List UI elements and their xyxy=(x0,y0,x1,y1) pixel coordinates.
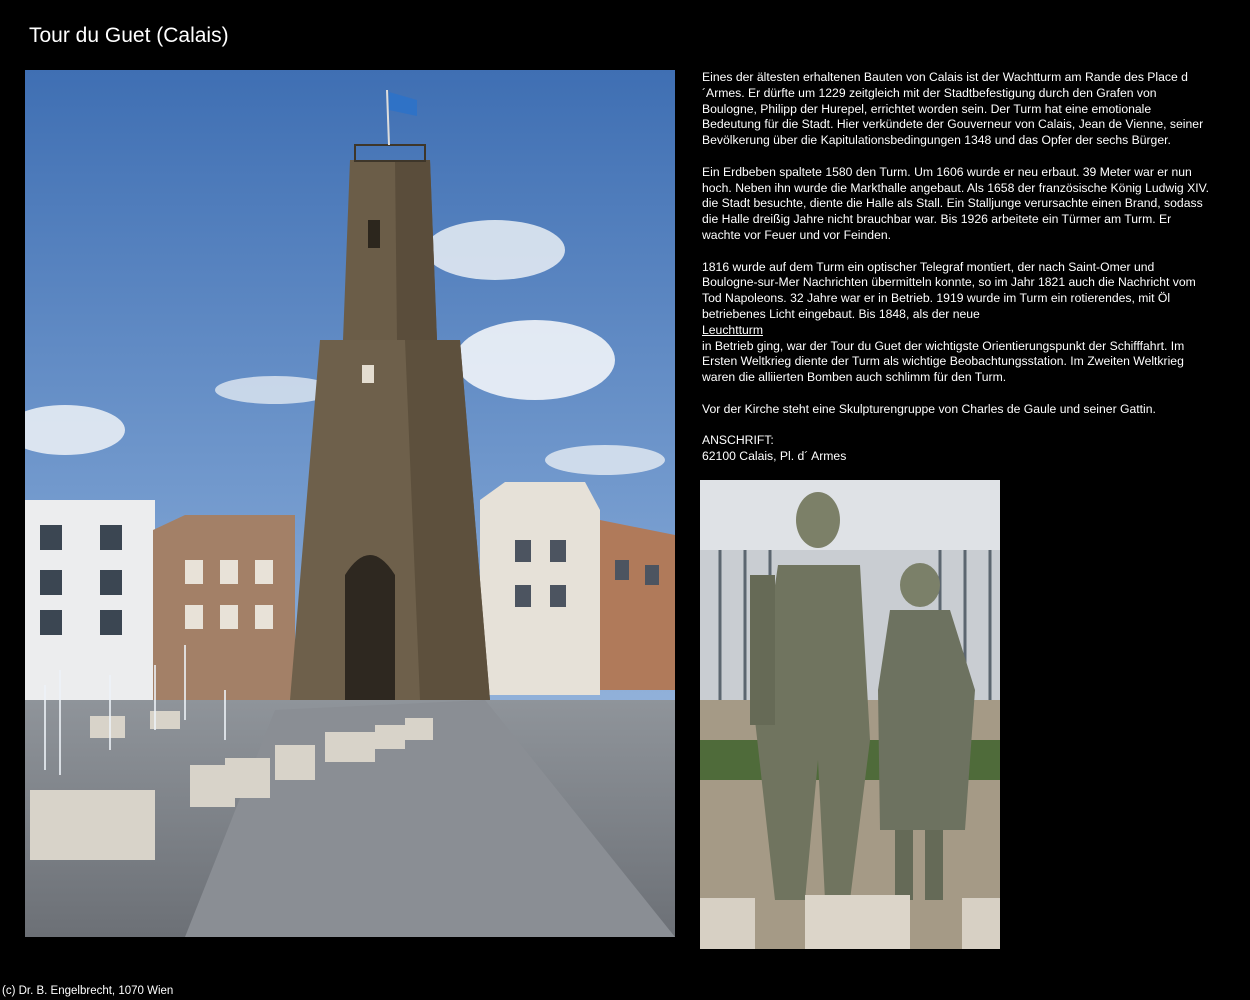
tower-photo xyxy=(25,70,675,937)
description-text xyxy=(702,70,1212,481)
leuchtturm-link[interactable]: Leuchtturm xyxy=(702,322,763,337)
statue-photo xyxy=(700,480,1000,949)
paragraph-earthquake: Ein Erdbeben spaltete 1580 den Turm. Um 1606 wurde er neu erbaut. 39 Meter war er nun hoch. Neben ihn wurde die Markthalle angebaut. Als 1658 der französische König Ludwig XIV. die Stadt besuchte, diente die Halle als Stall. Ein Stalljunge verursachte einen Brand, sodass die Halle dreißig Jahre nicht brauchbar war. Bis 1926 arbeitete ein Türmer am Turm. Er wachte vor Feuer und vor Feinden. xyxy=(702,164,1210,242)
copyright-footer: (c) Dr. B. Engelbrecht, 1070 Wien xyxy=(2,985,174,997)
address-value: 62100 Calais, Pl. d´ Armes xyxy=(702,449,847,464)
paragraph-telegraph xyxy=(702,260,1212,386)
telegraph-text-after: in Betrieb ging, war der Tour du Guet der wichtigste Orientierungspunkt der Schifffahrt. Im Ersten Weltkrieg diente der Turm als wichtige Beobachtungsstation. Im Zweiten Weltkrieg waren die alliierten Bomben auch schlimm für den Turm. xyxy=(702,338,1185,385)
paragraph-sculpture: Vor der Kirche steht eine Skulpturengruppe von Charles de Gaule und seiner Gattin. xyxy=(702,401,1156,416)
address-block xyxy=(702,433,1212,465)
page-title: Tour du Guet (Calais) xyxy=(29,24,229,47)
telegraph-text-before: 1816 wurde auf dem Turm ein optischer Telegraf montiert, der nach Saint-Omer und Boulogne-sur-Mer Nachrichten übermitteln konnte, so im Jahr 1821 auch die Nachricht vom Tod Napoleons. 32 Jahre war er in Betrieb. 1919 wurde im Turm ein rotierendes, mit Öl betriebenes Licht eingebaut. Bis 1848, als der neue xyxy=(702,259,1196,321)
address-label: ANSCHRIFT: xyxy=(702,433,774,448)
paragraph-history: Eines der ältesten erhaltenen Bauten von Calais ist der Wachtturm am Rande des Place d´Armes. Er dürfte um 1229 zeitgleich mit der Stadtbefestigung durch den Grafen von Boulogne, Philipp der Hurepel, errichtet worden sein. Der Turm hat eine emotionale Bedeutung für die Stadt. Hier verkündete der Gouverneur von Calais, Jean de Vienne, seiner Bevölkerung über die Kapitulationsbedingungen 1348 und das Opfer der sechs Bürger. xyxy=(702,70,1204,148)
